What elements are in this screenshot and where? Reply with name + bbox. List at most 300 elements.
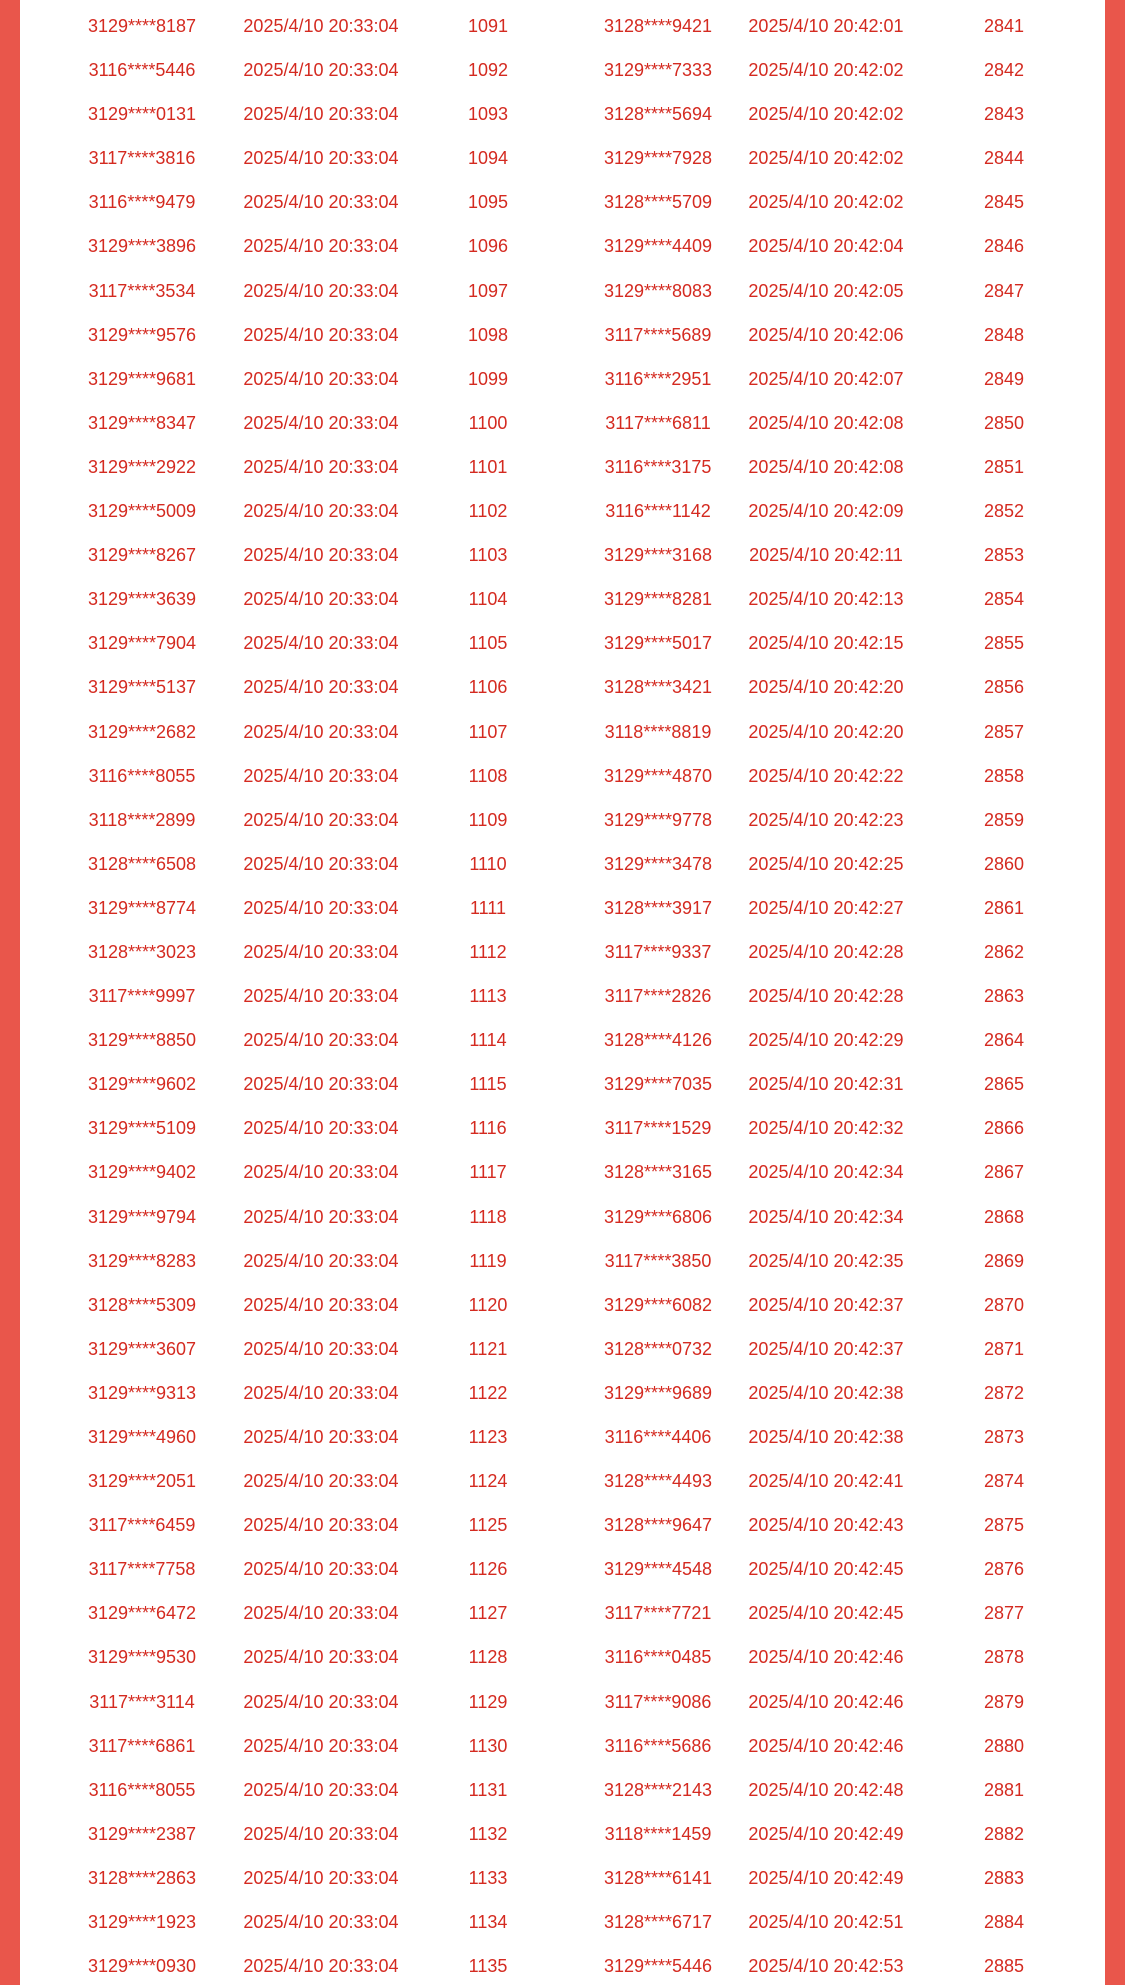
rank-left: 1128	[468, 1647, 508, 1668]
timestamp-right: 2025/4/10 20:42:46	[748, 1691, 904, 1712]
timestamp-left: 2025/4/10 20:33:04	[243, 1735, 399, 1756]
timestamp-right: 2025/4/10 20:42:29	[748, 1030, 904, 1051]
rank-right: 2841	[983, 16, 1025, 36]
table-row	[20, 533, 1105, 577]
user-id-right: 3116****5686	[604, 1735, 712, 1756]
timestamp-left: 2025/4/10 20:33:04	[243, 192, 399, 213]
user-id-right: 3128****5694	[603, 104, 713, 125]
user-id-left: 3129****9794	[87, 1206, 197, 1227]
table-row	[20, 1900, 1105, 1944]
table-row	[20, 621, 1105, 665]
rank-right: 2842	[983, 60, 1025, 81]
rank-right: 2850	[983, 412, 1025, 433]
timestamp-left: 2025/4/10 20:33:04	[243, 324, 399, 345]
timestamp-left: 2025/4/10 20:33:04	[243, 1647, 399, 1668]
user-id-right: 3128****9647	[603, 1515, 713, 1536]
timestamp-left: 2025/4/10 20:33:04	[243, 1338, 399, 1359]
table-row	[20, 1680, 1105, 1724]
rank-right: 2860	[983, 853, 1025, 874]
user-id-left: 3129****8267	[87, 545, 197, 566]
rank-left: 1101	[468, 456, 508, 477]
rank-right: 2848	[983, 324, 1025, 345]
rank-right: 2857	[983, 721, 1025, 742]
timestamp-left: 2025/4/10 20:33:04	[243, 589, 399, 610]
user-id-left: 3117****3534	[88, 280, 196, 301]
rank-left: 1122	[468, 1382, 508, 1403]
rank-right: 2875	[983, 1515, 1025, 1536]
table-row	[20, 1724, 1105, 1768]
user-id-right: 3116****4406	[604, 1427, 712, 1447]
user-id-right: 3129****9689	[603, 1382, 713, 1403]
table-row	[20, 1239, 1105, 1283]
table-row	[20, 1459, 1105, 1503]
user-id-right: 3117****6811	[605, 412, 711, 433]
rank-left: 1120	[468, 1294, 508, 1315]
rank-right: 2869	[983, 1250, 1025, 1271]
timestamp-right: 2025/4/10 20:42:02	[748, 192, 904, 213]
user-id-left: 3117****6861	[88, 1735, 196, 1756]
user-id-right: 3128****4493	[603, 1471, 713, 1492]
timestamp-left: 2025/4/10 20:33:04	[243, 1867, 399, 1888]
rank-right: 2885	[983, 1956, 1025, 1977]
user-id-right: 3116****0485	[604, 1647, 712, 1668]
rank-left: 1093	[467, 104, 509, 125]
rank-left: 1106	[468, 677, 508, 698]
timestamp-right: 2025/4/10 20:42:49	[748, 1867, 904, 1888]
timestamp-right: 2025/4/10 20:42:09	[748, 501, 904, 522]
rank-right: 2883	[983, 1867, 1025, 1888]
user-id-left: 3128****3023	[87, 941, 197, 962]
rank-left: 1127	[468, 1603, 508, 1624]
timestamp-left: 2025/4/10 20:33:04	[243, 677, 399, 698]
user-id-right: 3128****2143	[603, 1779, 713, 1800]
rank-right: 2855	[983, 633, 1025, 654]
table-row	[20, 886, 1105, 930]
timestamp-right: 2025/4/10 20:42:32	[748, 1118, 904, 1139]
timestamp-right: 2025/4/10 20:42:34	[748, 1206, 904, 1227]
table-row	[20, 665, 1105, 709]
rank-left: 1116	[469, 1118, 507, 1139]
user-id-right: 3129****5017	[603, 633, 713, 654]
rank-left: 1092	[467, 60, 509, 81]
timestamp-right: 2025/4/10 20:42:38	[748, 1382, 904, 1403]
user-id-left: 3129****8850	[87, 1030, 197, 1051]
rank-left: 1131	[468, 1779, 508, 1800]
timestamp-right: 2025/4/10 20:42:46	[748, 1735, 904, 1756]
user-id-left: 3118****2899	[88, 809, 196, 830]
user-id-right: 3117****1529	[604, 1118, 712, 1139]
user-id-right: 3129****3478	[603, 853, 713, 874]
user-id-left: 3129****2051	[87, 1471, 197, 1492]
user-id-left: 3116****8055	[88, 765, 196, 786]
table-row	[20, 1415, 1105, 1459]
table-row	[20, 1150, 1105, 1194]
user-id-right: 3117****7721	[604, 1603, 712, 1624]
user-id-left: 3116****5446	[88, 60, 196, 81]
timestamp-right: 2025/4/10 20:42:22	[748, 765, 904, 786]
user-id-left: 3116****8055	[88, 1779, 196, 1800]
user-id-left: 3116****9479	[88, 192, 196, 213]
timestamp-left: 2025/4/10 20:33:04	[243, 633, 399, 654]
rank-left: 1125	[468, 1515, 508, 1536]
timestamp-left: 2025/4/10 20:33:04	[243, 1956, 399, 1977]
timestamp-right: 2025/4/10 20:42:01	[748, 16, 904, 36]
rank-left: 1110	[469, 853, 507, 874]
timestamp-left: 2025/4/10 20:33:04	[243, 368, 399, 389]
rank-right: 2870	[983, 1294, 1025, 1315]
rank-right: 2861	[983, 897, 1025, 918]
rank-right: 2849	[983, 368, 1025, 389]
timestamp-left: 2025/4/10 20:33:04	[243, 236, 399, 257]
timestamp-left: 2025/4/10 20:33:04	[243, 809, 399, 830]
table-row	[20, 842, 1105, 886]
rank-left: 1103	[468, 545, 508, 566]
user-id-right: 3129****4548	[603, 1559, 713, 1580]
table-row	[20, 1106, 1105, 1150]
timestamp-right: 2025/4/10 20:42:38	[748, 1427, 904, 1447]
timestamp-left: 2025/4/10 20:33:04	[243, 1515, 399, 1536]
user-id-right: 3128****3165	[603, 1162, 713, 1183]
timestamp-left: 2025/4/10 20:33:04	[243, 1603, 399, 1624]
timestamp-right: 2025/4/10 20:42:31	[748, 1074, 904, 1095]
table-row	[20, 357, 1105, 401]
timestamp-right: 2025/4/10 20:42:45	[748, 1559, 904, 1580]
rank-right: 2859	[983, 809, 1025, 830]
rank-right: 2852	[983, 501, 1025, 522]
user-id-right: 3116****2951	[604, 368, 712, 389]
user-id-left: 3129****2922	[87, 456, 197, 477]
rank-left: 1124	[468, 1471, 508, 1492]
user-id-right: 3129****4409	[603, 236, 713, 257]
timestamp-right: 2025/4/10 20:42:06	[748, 324, 904, 345]
timestamp-right: 2025/4/10 20:42:20	[748, 721, 904, 742]
rank-left: 1107	[468, 721, 508, 742]
user-id-left: 3117****3816	[88, 148, 196, 169]
timestamp-right: 2025/4/10 20:42:02	[748, 148, 904, 169]
timestamp-left: 2025/4/10 20:33:04	[243, 1074, 399, 1095]
timestamp-right: 2025/4/10 20:42:53	[748, 1956, 904, 1977]
records-table	[20, 4, 1105, 1985]
timestamp-left: 2025/4/10 20:33:04	[243, 1823, 399, 1844]
timestamp-left: 2025/4/10 20:33:04	[243, 16, 399, 36]
timestamp-left: 2025/4/10 20:33:04	[243, 1427, 399, 1447]
table-row	[20, 1856, 1105, 1900]
table-row	[20, 269, 1105, 313]
table-row	[20, 136, 1105, 180]
user-id-left: 3129****9402	[87, 1162, 197, 1183]
timestamp-right: 2025/4/10 20:42:11	[749, 545, 903, 566]
timestamp-right: 2025/4/10 20:42:08	[748, 456, 904, 477]
table-row	[20, 489, 1105, 533]
table-row	[20, 313, 1105, 357]
table-row	[20, 224, 1105, 268]
timestamp-left: 2025/4/10 20:33:04	[243, 853, 399, 874]
user-id-left: 3129****8283	[87, 1250, 197, 1271]
timestamp-right: 2025/4/10 20:42:02	[748, 104, 904, 125]
rank-right: 2878	[983, 1647, 1025, 1668]
user-id-left: 3129****1923	[87, 1912, 197, 1933]
table-row	[20, 1062, 1105, 1106]
user-id-left: 3129****9313	[87, 1382, 197, 1403]
user-id-left: 3129****0131	[87, 104, 197, 125]
user-id-left: 3129****0930	[87, 1956, 197, 1977]
timestamp-right: 2025/4/10 20:42:07	[748, 368, 904, 389]
rank-left: 1111	[469, 897, 507, 918]
rank-left: 1091	[467, 16, 509, 36]
rank-left: 1102	[468, 501, 508, 522]
rank-right: 2864	[983, 1030, 1025, 1051]
table-row	[20, 4, 1105, 48]
timestamp-left: 2025/4/10 20:33:04	[243, 1294, 399, 1315]
timestamp-left: 2025/4/10 20:33:04	[243, 1030, 399, 1051]
rank-left: 1099	[467, 368, 509, 389]
rank-left: 1129	[468, 1691, 508, 1712]
timestamp-right: 2025/4/10 20:42:46	[748, 1647, 904, 1668]
table-row	[20, 1547, 1105, 1591]
timestamp-left: 2025/4/10 20:33:04	[243, 1162, 399, 1183]
timestamp-left: 2025/4/10 20:33:04	[243, 1118, 399, 1139]
timestamp-right: 2025/4/10 20:42:02	[748, 60, 904, 81]
timestamp-left: 2025/4/10 20:33:04	[243, 1691, 399, 1712]
user-id-right: 3129****5446	[603, 1956, 713, 1977]
user-id-left: 3117****7758	[88, 1559, 196, 1580]
timestamp-left: 2025/4/10 20:33:04	[243, 1206, 399, 1227]
timestamp-right: 2025/4/10 20:42:15	[748, 633, 904, 654]
timestamp-right: 2025/4/10 20:42:23	[748, 809, 904, 830]
table-row	[20, 1371, 1105, 1415]
rank-right: 2844	[983, 148, 1025, 169]
rank-right: 2873	[983, 1427, 1025, 1447]
rank-left: 1113	[469, 986, 507, 1007]
rank-right: 2880	[983, 1735, 1025, 1756]
table-row	[20, 710, 1105, 754]
timestamp-right: 2025/4/10 20:42:28	[748, 941, 904, 962]
user-id-right: 3128****6717	[603, 1912, 713, 1933]
timestamp-right: 2025/4/10 20:42:51	[748, 1912, 904, 1933]
timestamp-right: 2025/4/10 20:42:37	[748, 1338, 904, 1359]
timestamp-right: 2025/4/10 20:42:25	[748, 853, 904, 874]
table-row	[20, 1944, 1105, 1985]
user-id-right: 3117****9086	[604, 1691, 712, 1712]
user-id-left: 3129****5009	[87, 501, 197, 522]
rank-right: 2881	[983, 1779, 1025, 1800]
rank-left: 1109	[468, 809, 508, 830]
table-row	[20, 930, 1105, 974]
table-row	[20, 1195, 1105, 1239]
rank-left: 1132	[468, 1823, 508, 1844]
rank-right: 2868	[983, 1206, 1025, 1227]
user-id-right: 3129****9778	[603, 809, 713, 830]
table-row	[20, 1635, 1105, 1679]
user-id-left: 3129****5137	[87, 677, 197, 698]
rank-right: 2847	[983, 280, 1025, 301]
user-id-left: 3128****6508	[87, 853, 197, 874]
timestamp-left: 2025/4/10 20:33:04	[243, 1912, 399, 1933]
rank-right: 2866	[983, 1118, 1025, 1139]
user-id-right: 3117****2826	[604, 986, 712, 1007]
user-id-right: 3129****8281	[603, 589, 713, 610]
timestamp-left: 2025/4/10 20:33:04	[243, 1559, 399, 1580]
rank-right: 2874	[983, 1471, 1025, 1492]
timestamp-right: 2025/4/10 20:42:34	[748, 1162, 904, 1183]
timestamp-left: 2025/4/10 20:33:04	[243, 412, 399, 433]
user-id-left: 3129****9576	[87, 324, 197, 345]
user-id-left: 3128****2863	[87, 1867, 197, 1888]
user-id-right: 3128****3421	[603, 677, 713, 698]
user-id-right: 3129****6806	[603, 1206, 713, 1227]
rank-right: 2865	[983, 1074, 1025, 1095]
rank-left: 1135	[468, 1956, 508, 1977]
user-id-left: 3129****4960	[87, 1427, 197, 1447]
timestamp-right: 2025/4/10 20:42:37	[748, 1294, 904, 1315]
rank-right: 2853	[983, 545, 1025, 566]
user-id-left: 3129****2682	[87, 721, 197, 742]
user-id-right: 3128****3917	[603, 897, 713, 918]
timestamp-right: 2025/4/10 20:42:08	[748, 412, 904, 433]
rank-left: 1097	[467, 280, 509, 301]
rank-left: 1095	[467, 192, 509, 213]
timestamp-left: 2025/4/10 20:33:04	[243, 1779, 399, 1800]
table-row	[20, 974, 1105, 1018]
table-row	[20, 1018, 1105, 1062]
timestamp-left: 2025/4/10 20:33:04	[243, 1250, 399, 1271]
user-id-right: 3129****4870	[603, 765, 713, 786]
user-id-right: 3128****9421	[603, 16, 713, 36]
user-id-left: 3129****8187	[87, 16, 197, 36]
rank-right: 2879	[983, 1691, 1025, 1712]
user-id-left: 3129****7904	[87, 633, 197, 654]
user-id-right: 3129****6082	[603, 1294, 713, 1315]
user-id-right: 3118****1459	[604, 1823, 712, 1844]
user-id-left: 3117****9997	[88, 986, 196, 1007]
timestamp-left: 2025/4/10 20:33:04	[243, 986, 399, 1007]
user-id-left: 3117****3114	[89, 1691, 195, 1712]
table-row	[20, 48, 1105, 92]
rank-right: 2851	[983, 456, 1025, 477]
user-id-left: 3128****5309	[87, 1294, 197, 1315]
rank-right: 2854	[983, 589, 1025, 610]
rank-left: 1119	[469, 1250, 507, 1271]
rank-right: 2843	[983, 104, 1025, 125]
user-id-right: 3118****8819	[604, 721, 712, 742]
rank-left: 1133	[468, 1867, 508, 1888]
user-id-right: 3128****0732	[603, 1338, 713, 1359]
user-id-left: 3129****6472	[87, 1603, 197, 1624]
rank-right: 2856	[983, 677, 1025, 698]
rank-left: 1100	[468, 412, 508, 433]
user-id-right: 3128****6141	[603, 1867, 713, 1888]
user-id-left: 3129****3607	[87, 1338, 197, 1359]
rank-right: 2884	[983, 1912, 1025, 1933]
table-row	[20, 1812, 1105, 1856]
user-id-right: 3117****3850	[604, 1250, 712, 1271]
rank-right: 2862	[983, 941, 1025, 962]
rank-left: 1130	[468, 1735, 508, 1756]
table-row	[20, 180, 1105, 224]
user-id-right: 3116****1142	[605, 501, 711, 522]
table-row	[20, 92, 1105, 136]
rank-left: 1126	[468, 1559, 508, 1580]
rank-right: 2876	[983, 1559, 1025, 1580]
timestamp-left: 2025/4/10 20:33:04	[243, 765, 399, 786]
timestamp-left: 2025/4/10 20:33:04	[243, 721, 399, 742]
user-id-right: 3129****7035	[603, 1074, 713, 1095]
user-id-right: 3128****4126	[603, 1030, 713, 1051]
user-id-left: 3129****9681	[87, 368, 197, 389]
table-row	[20, 577, 1105, 621]
user-id-left: 3129****3896	[87, 236, 197, 257]
user-id-right: 3117****5689	[604, 324, 712, 345]
rank-left: 1117	[469, 1162, 507, 1183]
timestamp-left: 2025/4/10 20:33:04	[243, 897, 399, 918]
timestamp-left: 2025/4/10 20:33:04	[243, 1382, 399, 1403]
rank-right: 2871	[983, 1338, 1025, 1359]
user-id-left: 3117****6459	[88, 1515, 196, 1536]
timestamp-left: 2025/4/10 20:33:04	[243, 148, 399, 169]
timestamp-right: 2025/4/10 20:42:05	[748, 280, 904, 301]
table-row	[20, 1591, 1105, 1635]
rank-left: 1123	[468, 1427, 508, 1447]
timestamp-right: 2025/4/10 20:42:49	[748, 1823, 904, 1844]
user-id-left: 3129****5109	[87, 1118, 197, 1139]
user-id-left: 3129****8774	[87, 897, 197, 918]
rank-left: 1115	[469, 1074, 507, 1095]
rank-right: 2858	[983, 765, 1025, 786]
rank-right: 2882	[983, 1823, 1025, 1844]
table-row	[20, 1768, 1105, 1812]
user-id-right: 3128****5709	[603, 192, 713, 213]
timestamp-right: 2025/4/10 20:42:48	[748, 1779, 904, 1800]
rank-left: 1105	[468, 633, 508, 654]
rank-right: 2863	[983, 986, 1025, 1007]
rank-left: 1094	[467, 148, 509, 169]
timestamp-right: 2025/4/10 20:42:13	[748, 589, 904, 610]
table-row	[20, 1283, 1105, 1327]
content-panel	[20, 0, 1105, 1985]
user-id-right: 3117****9337	[604, 941, 712, 962]
user-id-right: 3129****3168	[603, 545, 713, 566]
timestamp-right: 2025/4/10 20:42:28	[748, 986, 904, 1007]
rank-left: 1134	[468, 1912, 508, 1933]
timestamp-left: 2025/4/10 20:33:04	[243, 456, 399, 477]
table-row	[20, 754, 1105, 798]
rank-left: 1098	[467, 324, 509, 345]
rank-left: 1114	[469, 1030, 507, 1051]
user-id-left: 3129****3639	[87, 589, 197, 610]
timestamp-left: 2025/4/10 20:33:04	[243, 501, 399, 522]
table-row	[20, 798, 1105, 842]
timestamp-left: 2025/4/10 20:33:04	[243, 941, 399, 962]
table-row	[20, 401, 1105, 445]
timestamp-right: 2025/4/10 20:42:41	[748, 1471, 904, 1492]
timestamp-right: 2025/4/10 20:42:35	[748, 1250, 904, 1271]
rank-right: 2877	[983, 1603, 1025, 1624]
rank-left: 1108	[468, 765, 508, 786]
user-id-right: 3116****3175	[604, 456, 712, 477]
rank-left: 1096	[467, 236, 509, 257]
table-row	[20, 445, 1105, 489]
rank-left: 1104	[468, 589, 508, 610]
timestamp-left: 2025/4/10 20:33:04	[243, 104, 399, 125]
user-id-right: 3129****7333	[603, 60, 713, 81]
table-row	[20, 1503, 1105, 1547]
rank-right: 2867	[983, 1162, 1025, 1183]
timestamp-left: 2025/4/10 20:33:04	[243, 280, 399, 301]
timestamp-right: 2025/4/10 20:42:27	[748, 897, 904, 918]
rank-left: 1112	[469, 941, 507, 962]
user-id-left: 3129****2387	[87, 1823, 197, 1844]
timestamp-left: 2025/4/10 20:33:04	[243, 545, 399, 566]
